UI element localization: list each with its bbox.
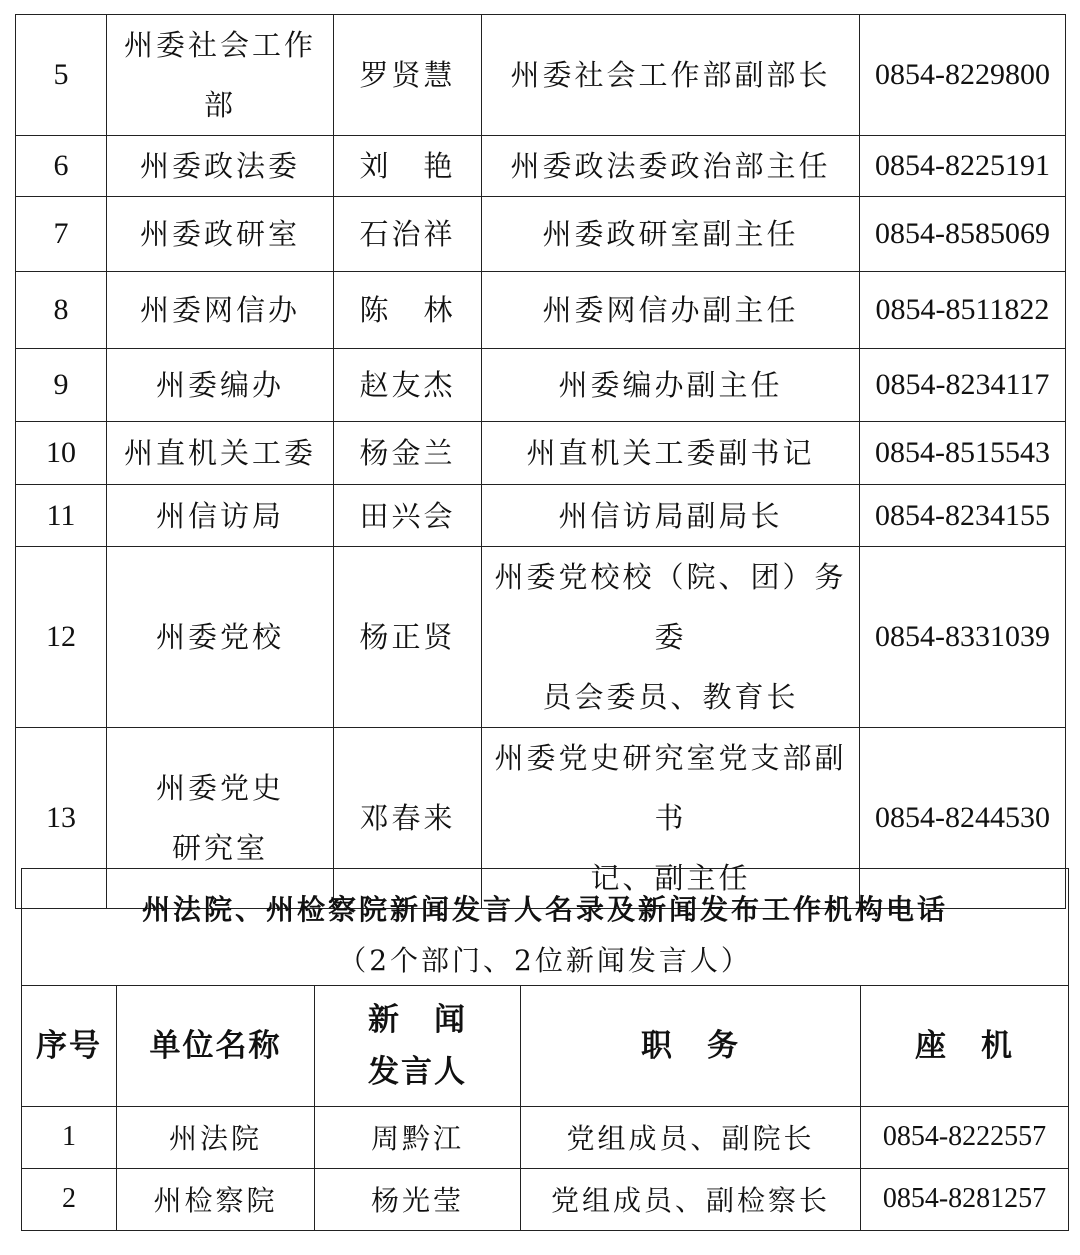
table-row <box>16 15 1066 136</box>
header-number: 序号 <box>22 985 117 1106</box>
header-spokesperson: 新 闻 发言人 <box>315 985 521 1106</box>
position: 党组成员、副院长 <box>521 1106 861 1168</box>
spokesperson-name: 陈 林 <box>334 272 482 349</box>
spokesperson-name: 杨金兰 <box>334 422 482 485</box>
phone-number: 0854-8234117 <box>860 349 1066 422</box>
phone-number: 0854-8585069 <box>860 197 1066 272</box>
header-position: 职 务 <box>521 985 861 1106</box>
court-procuratorate-spokesperson-table <box>21 868 1069 1231</box>
unit-name: 州委网信办 <box>107 272 334 349</box>
unit-name: 州信访局 <box>107 485 334 547</box>
position: 州委党校校（院、团）务委 员会委员、教育长 <box>482 547 860 728</box>
spokesperson-name: 杨正贤 <box>334 547 482 728</box>
row-number: 12 <box>16 547 107 728</box>
table-row <box>22 1168 1069 1230</box>
spokesperson-name: 邓春来 <box>334 728 482 909</box>
unit-name: 州委党史 研究室 <box>107 728 334 909</box>
spokesperson-name: 刘 艳 <box>334 136 482 197</box>
table-title: 州法院、州检察院新闻发言人名录及新闻发布工作机构电话 <box>22 869 1069 933</box>
table-row <box>16 422 1066 485</box>
spokesperson-name: 石治祥 <box>334 197 482 272</box>
position: 州信访局副局长 <box>482 485 860 547</box>
row-number: 11 <box>16 485 107 547</box>
table-row <box>16 197 1066 272</box>
position: 州委政法委政治部主任 <box>482 136 860 197</box>
position: 州委党史研究室党支部副书 记、副主任 <box>482 728 860 909</box>
phone-number: 0854-8511822 <box>860 272 1066 349</box>
table-row <box>16 485 1066 547</box>
header-phone: 座 机 <box>861 985 1069 1106</box>
position: 州直机关工委副书记 <box>482 422 860 485</box>
row-number: 8 <box>16 272 107 349</box>
spokesperson-table-continued <box>15 14 1066 909</box>
unit-name: 州委党校 <box>107 547 334 728</box>
row-number: 10 <box>16 422 107 485</box>
table-row <box>16 136 1066 197</box>
phone-number: 0854-8331039 <box>860 547 1066 728</box>
phone-number: 0854-8229800 <box>860 15 1066 136</box>
table-row <box>22 1106 1069 1168</box>
spokesperson-name: 田兴会 <box>334 485 482 547</box>
row-number: 1 <box>22 1106 117 1168</box>
row-number: 5 <box>16 15 107 136</box>
spokesperson-name: 赵友杰 <box>334 349 482 422</box>
phone-number: 0854-8515543 <box>860 422 1066 485</box>
table-subtitle: （2个部门、2位新闻发言人） <box>22 933 1069 986</box>
unit-name: 州检察院 <box>117 1168 315 1230</box>
unit-name: 州委编办 <box>107 349 334 422</box>
row-number: 13 <box>16 728 107 909</box>
phone-number: 0854-8281257 <box>861 1168 1069 1230</box>
phone-number: 0854-8244530 <box>860 728 1066 909</box>
table-row <box>16 547 1066 728</box>
spokesperson-name: 周黔江 <box>315 1106 521 1168</box>
row-number: 6 <box>16 136 107 197</box>
position: 州委社会工作部副部长 <box>482 15 860 136</box>
position: 州委网信办副主任 <box>482 272 860 349</box>
unit-name: 州委政研室 <box>107 197 334 272</box>
row-number: 7 <box>16 197 107 272</box>
phone-number: 0854-8225191 <box>860 136 1066 197</box>
phone-number: 0854-8234155 <box>860 485 1066 547</box>
unit-name: 州法院 <box>117 1106 315 1168</box>
header-unit: 单位名称 <box>117 985 315 1106</box>
position: 党组成员、副检察长 <box>521 1168 861 1230</box>
spokesperson-name: 罗贤慧 <box>334 15 482 136</box>
position: 州委编办副主任 <box>482 349 860 422</box>
spokesperson-name: 杨光莹 <box>315 1168 521 1230</box>
table-row <box>16 272 1066 349</box>
row-number: 9 <box>16 349 107 422</box>
unit-name: 州直机关工委 <box>107 422 334 485</box>
table-header-row <box>22 985 1069 1106</box>
table-row <box>16 349 1066 422</box>
row-number: 2 <box>22 1168 117 1230</box>
unit-name: 州委社会工作 部 <box>107 15 334 136</box>
position: 州委政研室副主任 <box>482 197 860 272</box>
phone-number: 0854-8222557 <box>861 1106 1069 1168</box>
unit-name: 州委政法委 <box>107 136 334 197</box>
